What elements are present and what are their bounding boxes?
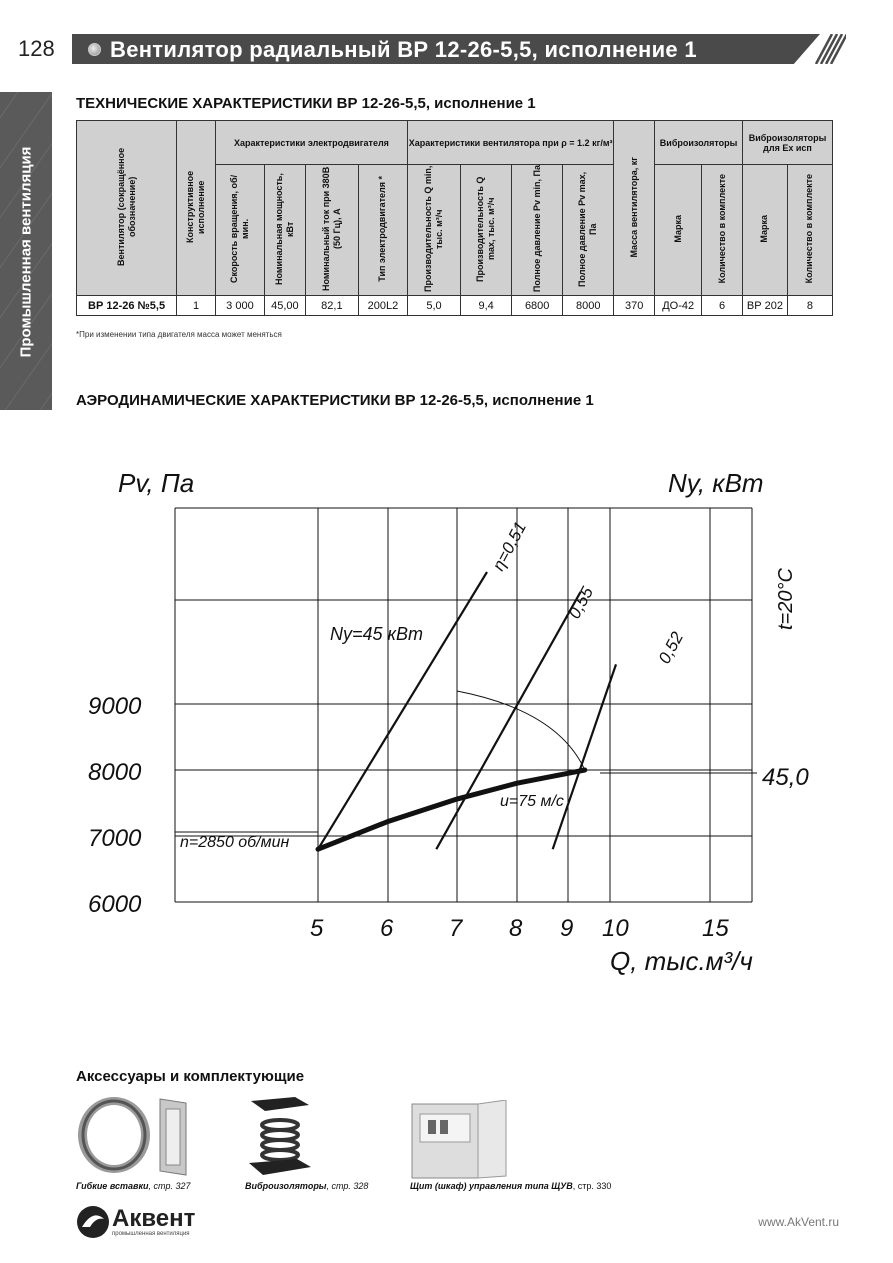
th-design: Конструктивное исполнение — [177, 121, 216, 296]
accessories-title: Аксессуары и комплектующие — [76, 1068, 305, 1085]
efficiency-label: η=0,51 — [488, 518, 531, 574]
cell-motor-type: 200L2 — [358, 296, 407, 316]
page-header — [0, 34, 845, 66]
th-qmax: Производительность Q max, тыс. м³/ч — [461, 165, 512, 296]
x-tick-label: 10 — [602, 915, 629, 942]
th-vib-group: Виброизоляторы — [655, 121, 743, 165]
bullet-icon — [88, 43, 101, 56]
th-pvmin: Полное давление Pv min, Па — [512, 165, 563, 296]
cell-pvmax: 8000 — [563, 296, 614, 316]
company-logo — [76, 1205, 226, 1241]
th-motor-type: Тип электродвигателя * — [358, 165, 407, 296]
efficiency-label: 0,55 — [564, 583, 598, 622]
temperature-label: t=20°C — [775, 568, 797, 630]
logo-icon — [76, 1205, 110, 1239]
cell-qmax: 9,4 — [461, 296, 512, 316]
chart-labels — [88, 468, 809, 976]
x-axis-label: Q, тыс.м³/ч — [610, 946, 753, 976]
table-row — [77, 296, 833, 316]
th-power: Номинальная мощность, кВт — [264, 165, 305, 296]
th-fan: Вентилятор (сокращённое обозначение) — [77, 121, 177, 296]
flex-insert-image — [76, 1095, 206, 1177]
y-axis-left-label: Pv, Па — [118, 468, 195, 498]
x-tick-label: 8 — [509, 915, 523, 942]
th-brand2: Марка — [743, 165, 788, 296]
th-vibex-group: Виброизоляторы для Ex исп — [743, 121, 833, 165]
x-tick-label: 6 — [380, 915, 394, 942]
efficiency-line — [553, 664, 616, 849]
th-speed: Скорость вращения, об/мин. — [215, 165, 264, 296]
sidebar-label: Промышленная вентиляция — [17, 146, 35, 358]
th-brand: Марка — [655, 165, 702, 296]
aero-section-title: АЭРОДИНАМИЧЕСКИЕ ХАРАКТЕРИСТИКИ ВР 12-26-5,5, исполнение 1 — [76, 392, 594, 409]
cell-qty: 6 — [702, 296, 743, 316]
cell-power: 45,00 — [264, 296, 305, 316]
th-pvmax: Полное давление Pv max, Па — [563, 165, 614, 296]
speed-label: n=2850 об/мин — [180, 834, 290, 851]
power-arc — [457, 691, 585, 770]
velocity-label: u=75 м/с — [500, 793, 564, 810]
cell-fan: ВР 12-26 №5,5 — [77, 296, 177, 316]
cell-mass: 370 — [614, 296, 655, 316]
control-cabinet-image — [410, 1100, 510, 1180]
efficiency-line — [436, 592, 580, 849]
y-tick-label: 7000 — [88, 825, 142, 852]
power-label: Ny=45 кВт — [330, 624, 424, 644]
accessory-caption-3[interactable]: Щит (шкаф) управления типа ЩУВ, стр. 330 — [410, 1181, 612, 1191]
x-tick-label: 15 — [702, 915, 729, 942]
page-title: Вентилятор радиальный ВР 12-26-5,5, исполнение 1 — [110, 37, 697, 62]
aero-chart — [0, 440, 893, 1000]
cell-pvmin: 6800 — [512, 296, 563, 316]
th-mass: Масса вентилятора, кг — [614, 121, 655, 296]
page-number: 128 — [18, 36, 55, 61]
th-qmin: Производительность Q min, тыс. м³/ч — [407, 165, 460, 296]
th-qty: Количество в комплекте — [702, 165, 743, 296]
y-tick-label: 6000 — [88, 891, 142, 918]
stripes-icon — [810, 34, 846, 64]
cell-brand2: ВР 202 — [743, 296, 788, 316]
table-note: *При изменении типа двигателя масса может меняться — [76, 330, 282, 339]
x-tick-label: 9 — [560, 915, 574, 942]
sidebar-tab — [0, 92, 52, 410]
tech-table — [76, 120, 833, 316]
th-qty2: Количество в комплекте — [787, 165, 832, 296]
accessory-caption-1[interactable]: Гибкие вставки, стр. 327 — [76, 1181, 191, 1191]
cell-qmin: 5,0 — [407, 296, 460, 316]
th-current: Номинальный ток при 380В (50 Гц), А — [305, 165, 358, 296]
vibration-isolator-image — [245, 1095, 315, 1179]
efficiency-line — [318, 572, 487, 849]
cell-speed: 3 000 — [215, 296, 264, 316]
y-axis-right-label: Ny, кВт — [668, 468, 764, 498]
tech-section-title: ТЕХНИЧЕСКИЕ ХАРАКТЕРИСТИКИ ВР 12-26-5,5, исполнение 1 — [76, 95, 536, 112]
right-value-label: 45,0 — [762, 764, 809, 791]
cell-brand: ДО-42 — [655, 296, 702, 316]
y-tick-label: 9000 — [88, 693, 142, 720]
th-fan-group: Характеристики вентилятора при ρ = 1.2 кг/м³ — [407, 121, 613, 165]
efficiency-label: 0,52 — [654, 628, 688, 667]
accessory-caption-2[interactable]: Виброизоляторы, стр. 328 — [245, 1181, 369, 1191]
x-tick-label: 7 — [449, 915, 463, 942]
cell-qty2: 8 — [787, 296, 832, 316]
y-tick-label: 8000 — [88, 759, 142, 786]
cell-design: 1 — [177, 296, 216, 316]
logo-text: Аквент — [112, 1205, 196, 1232]
logo-subtitle: промышленная вентиляция — [112, 1231, 190, 1237]
th-motor-group: Характеристики электродвигателя — [215, 121, 407, 165]
x-tick-label: 5 — [310, 915, 324, 942]
cell-current: 82,1 — [305, 296, 358, 316]
website-url[interactable]: www.AkVent.ru — [758, 1215, 839, 1229]
